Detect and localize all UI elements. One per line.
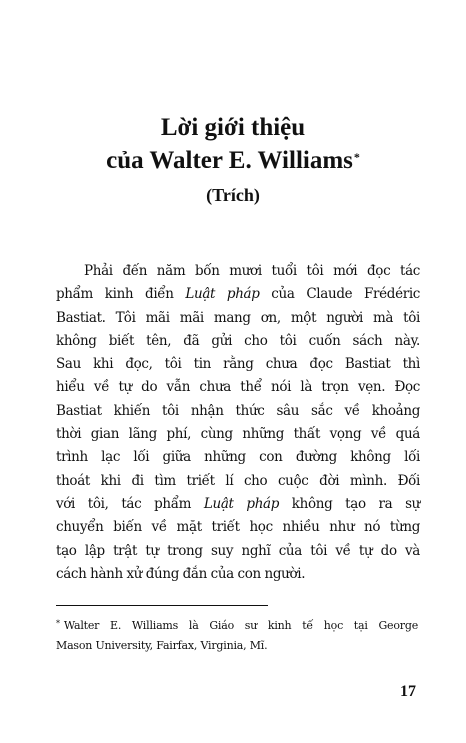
body-text-run: không tạo ra sự bbox=[279, 495, 420, 512]
body-line: thoát khi đi tìm triết lí cho cuộc đời mình. Đối bbox=[56, 472, 420, 489]
book-title-italic: Luật pháp bbox=[185, 286, 260, 303]
body-line: chuyển biến về mặt triết học nhiều như nó từng bbox=[56, 519, 420, 536]
body-line: không biết tên, đã gửi cho tôi cuốn sách này. bbox=[56, 332, 420, 349]
body-line: hiểu về tự do vẫn chưa thể nói là trọn vẹn. Đọc bbox=[56, 379, 420, 396]
book-title-italic: Luật pháp bbox=[203, 495, 280, 512]
body-text-run: phẩm kinh điển bbox=[56, 286, 186, 303]
footnote-text: Walter E. Williams là Giáo sư kinh tế học tại George bbox=[63, 619, 418, 632]
chapter-title-line1: Lời giới thiệu bbox=[160, 114, 306, 141]
body-line: Bastiat khiến tôi nhận thức sâu sắc về khoảng bbox=[56, 402, 420, 419]
footnote-line: Mason University, Fairfax, Virginia, Mĩ. bbox=[56, 639, 268, 652]
body-line bbox=[56, 493, 420, 516]
footnote-marker: * bbox=[56, 619, 60, 628]
body-line: Sau khi đọc, tôi tin rằng chưa đọc Bastiat thì bbox=[56, 356, 420, 373]
body-text-run: với tôi, tác phẩm bbox=[56, 495, 204, 512]
chapter-title-author: của Walter E. Williams bbox=[106, 147, 353, 174]
body-line: tạo lập trật tự trong suy nghĩ của tôi về tự do và bbox=[56, 542, 420, 559]
chapter-title-line2 bbox=[0, 146, 466, 176]
body-text-run: của Claude Frédéric bbox=[259, 286, 420, 303]
body-line: trình lạc lối giữa những con đường không lối bbox=[56, 449, 420, 466]
chapter-subtitle: (Trích) bbox=[206, 185, 260, 205]
page-number: 17 bbox=[400, 683, 416, 700]
footnote bbox=[56, 616, 418, 656]
body-line: cách hành xử đúng đắn của con người. bbox=[56, 565, 306, 582]
body-line: Bastiat. Tôi mãi mãi mang ơn, một người mà tôi bbox=[56, 309, 420, 326]
footnote-divider bbox=[56, 605, 268, 606]
footnote-marker: * bbox=[353, 150, 360, 164]
body-line bbox=[56, 283, 420, 306]
body-line: Phải đến năm bốn mươi tuổi tôi mới đọc tác bbox=[84, 263, 420, 279]
body-paragraph bbox=[56, 260, 420, 586]
footnote-line bbox=[56, 616, 418, 636]
body-line: thời gian lãng phí, cùng những thất vọng về quá bbox=[56, 426, 420, 443]
